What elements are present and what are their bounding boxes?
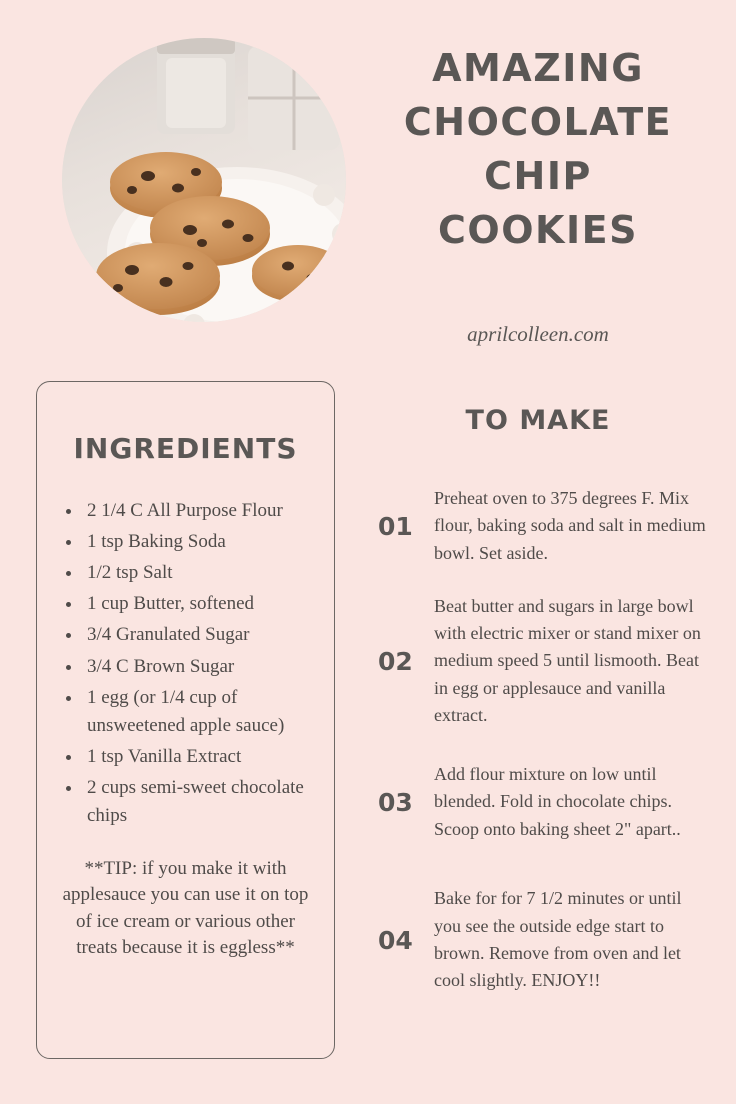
step-number: 01 xyxy=(378,511,413,541)
list-item: • 2 1/4 C All Purpose Flour xyxy=(83,497,308,525)
to-make-steps xyxy=(370,480,710,1026)
ingredients-heading: INGREDIENTS xyxy=(73,432,298,465)
title-line-2: CHOCOLATE xyxy=(403,99,673,144)
list-item: • 1 egg (or 1/4 cup of unsweetened apple sauce) xyxy=(83,684,308,740)
step-number: 03 xyxy=(378,787,413,817)
step-number: 02 xyxy=(378,646,413,676)
cookies-photo-illustration xyxy=(62,38,346,322)
step-text: Add flour mixture on low until blended. Fold in chocolate chips. Scoop onto baking sheet 2" apart.. xyxy=(434,763,681,839)
list-item xyxy=(370,595,710,726)
website-url: aprilcolleen.com xyxy=(467,322,609,346)
step-text: Beat butter and sugars in large bowl with electric mixer or stand mixer on medium speed 5 until lismooth. Beat in egg or applesauce and vanilla extract. xyxy=(434,595,701,726)
recipe-title xyxy=(370,42,706,258)
list-item xyxy=(370,750,710,854)
list-item xyxy=(370,480,710,572)
list-item: • 3/4 C Brown Sugar xyxy=(83,653,308,681)
list-item: • 1 tsp Baking Soda xyxy=(83,528,308,556)
to-make-heading: TO MAKE xyxy=(465,405,611,436)
list-item: • 1 tsp Vanilla Extract xyxy=(83,743,308,771)
list-item: • 2 cups semi-sweet chocolate chips xyxy=(83,774,308,830)
ingredients-card xyxy=(36,381,335,1059)
cookies-photo xyxy=(62,38,346,322)
title-line-1: AMAZING xyxy=(432,46,644,90)
ingredients-tip: **TIP: if you make it with applesauce you can use it on top of ice cream or various other treats because it is eggless** xyxy=(62,858,309,958)
title-line-4: COOKIES xyxy=(438,207,638,252)
step-text: Preheat oven to 375 degrees F. Mix flour, baking soda and salt in medium bowl. Set aside. xyxy=(434,487,706,563)
list-item: • 3/4 Granulated Sugar xyxy=(83,621,308,649)
list-item: • 1/2 tsp Salt xyxy=(83,559,308,587)
list-item xyxy=(370,880,710,1000)
step-text: Bake for for 7 1/2 minutes or until you see the outside edge start to brown. Remove from oven and let cool slightly. ENJOY!! xyxy=(434,888,682,991)
step-number: 04 xyxy=(378,925,413,955)
ingredients-list xyxy=(83,497,334,830)
title-line-3: CHIP xyxy=(484,153,592,198)
list-item: • 1 cup Butter, softened xyxy=(83,590,308,618)
